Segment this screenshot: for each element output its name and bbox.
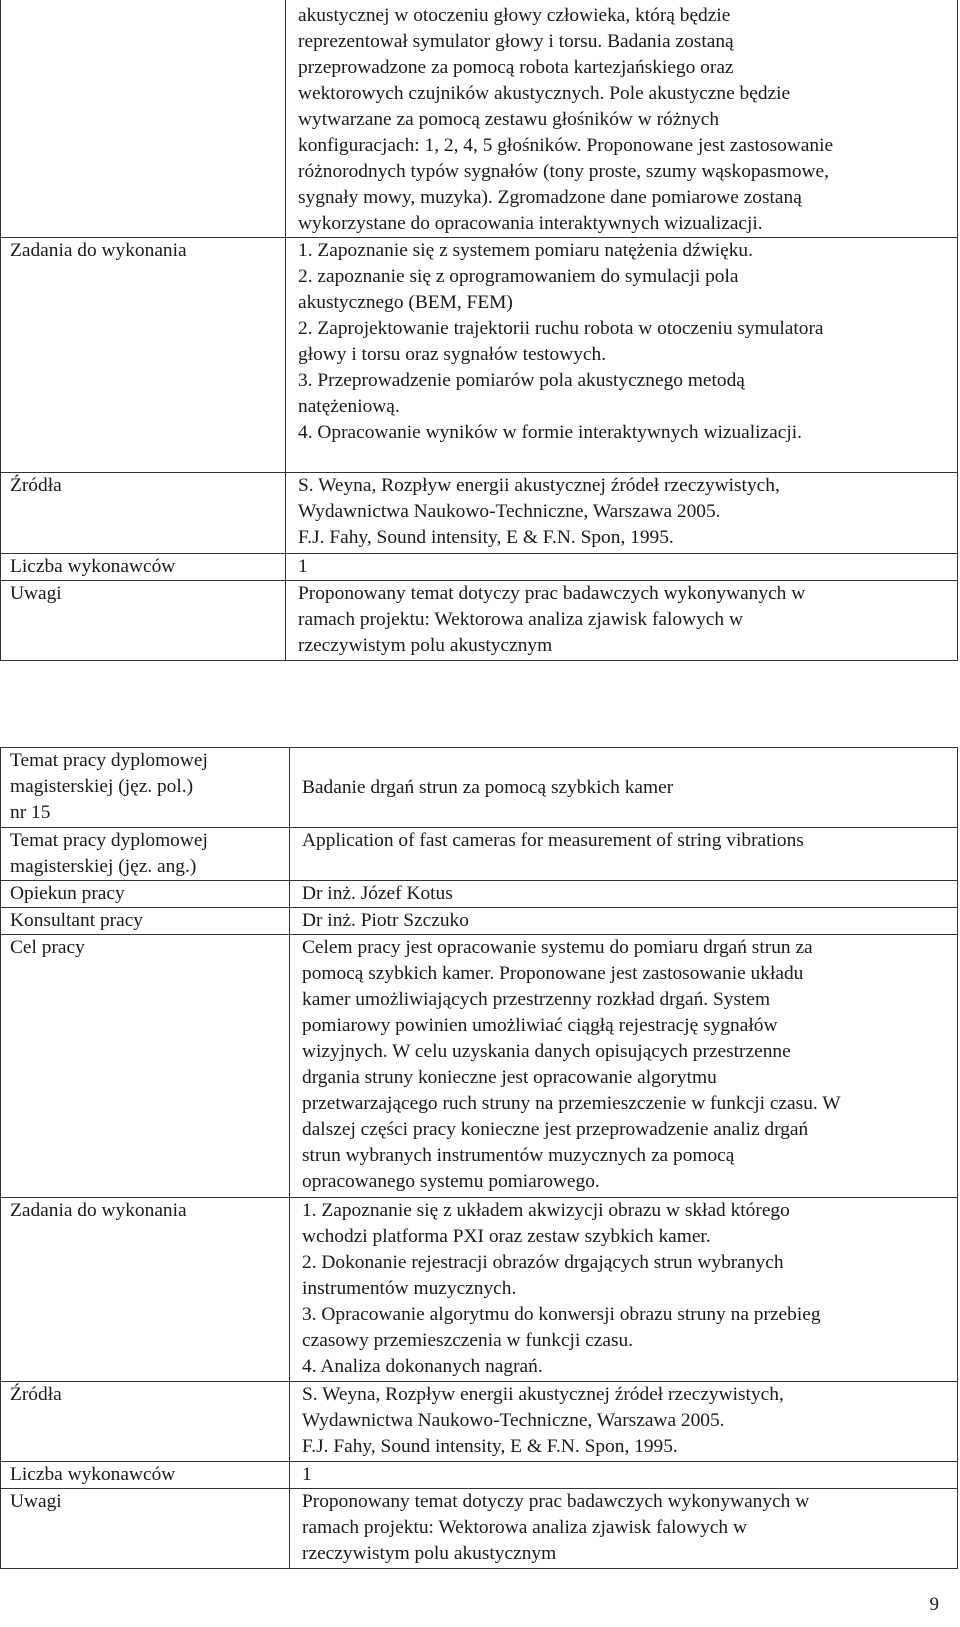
text-line: 2. Zaprojektowanie trajektorii ruchu robota w otoczeniu symulatora xyxy=(298,318,824,339)
text-line: 3. Opracowanie algorytmu do konwersji obrazu struny na przebieg xyxy=(302,1304,821,1325)
sources-row xyxy=(1,1382,958,1462)
text-line: ramach projektu: Wektorowa analiza zjawisk falowych w xyxy=(298,609,743,630)
sources-label xyxy=(1,473,286,554)
workers-label xyxy=(1,1462,290,1489)
title-en-row xyxy=(1,828,958,881)
notes-value xyxy=(286,581,958,661)
text-line: pomiarowy powinien umożliwiać ciągłą rejestrację sygnałów xyxy=(302,1015,778,1036)
title-pl-row xyxy=(1,748,958,828)
text-line: S. Weyna, Rozpływ energii akustycznej źródeł rzeczywistych, xyxy=(298,475,780,496)
text-line: opracowanego systemu pomiarowego. xyxy=(302,1171,600,1192)
title-pl-label xyxy=(1,748,290,828)
supervisor-name: Dr inż. Józef Kotus xyxy=(302,883,453,904)
notes-row xyxy=(1,581,958,661)
text-line: wytwarzane za pomocą zestawu głośników w różnych xyxy=(298,109,720,130)
text-line: różnorodnych typów sygnałów (tony proste, szumy wąskopasmowe, xyxy=(298,161,829,182)
sources-label xyxy=(1,1382,290,1462)
text-line: nr 15 xyxy=(10,802,51,823)
text-line: Proponowany temat dotyczy prac badawczych wykonywanych w xyxy=(302,1491,810,1512)
consultant-row xyxy=(1,908,958,935)
consultant-label-text: Konsultant pracy xyxy=(10,910,144,931)
thesis-table-previous xyxy=(0,0,958,661)
tasks-label xyxy=(1,1198,290,1382)
text-line: F.J. Fahy, Sound intensity, E & F.N. Spon, 1995. xyxy=(298,527,674,548)
text-line: konfiguracjach: 1, 2, 4, 5 głośników. Proponowane jest zastosowanie xyxy=(298,135,834,156)
text-line: F.J. Fahy, Sound intensity, E & F.N. Spon, 1995. xyxy=(302,1436,678,1457)
title-en-value xyxy=(290,828,958,881)
description-row xyxy=(1,0,958,238)
goal-value xyxy=(290,935,958,1198)
text-line: głowy i torsu oraz sygnałów testowych. xyxy=(298,344,607,365)
text-line: magisterskiej (jęz. pol.) xyxy=(10,776,194,797)
workers-value xyxy=(290,1462,958,1489)
text-line: akustycznego (BEM, FEM) xyxy=(298,292,513,313)
goal-label-text: Cel pracy xyxy=(10,937,85,958)
text-line: dalszej części pracy konieczne jest przeprowadzenie analiz drgań xyxy=(302,1119,809,1140)
tasks-label-text: Zadania do wykonania xyxy=(10,1200,187,1221)
text-line: strun wybranych instrumentów muzycznych za pomocą xyxy=(302,1145,735,1166)
sources-row xyxy=(1,473,958,554)
page-number: 9 xyxy=(929,1594,939,1615)
text-line: S. Weyna, Rozpływ energii akustycznej źródeł rzeczywistych, xyxy=(302,1384,784,1405)
tasks-row xyxy=(1,1198,958,1382)
supervisor-value xyxy=(290,881,958,908)
text-line: 2. zapoznanie się z oprogramowaniem do symulacji pola xyxy=(298,266,739,287)
description-value xyxy=(286,0,958,238)
text-line: 4. Opracowanie wyników w formie interaktywnych wizualizacji. xyxy=(298,422,802,443)
tasks-value xyxy=(286,238,958,473)
text-line: przetwarzającego ruch struny na przemieszczenie w funkcji czasu. W xyxy=(302,1093,841,1114)
workers-label-text: Liczba wykonawców xyxy=(10,556,176,577)
tasks-value xyxy=(290,1198,958,1382)
sources-label-text: Źródła xyxy=(10,1384,62,1405)
text-line: ramach projektu: Wektorowa analiza zjawisk falowych w xyxy=(302,1517,747,1538)
text-line: Wydawnictwa Naukowo-Techniczne, Warszawa 2005. xyxy=(298,501,721,522)
tasks-label-text: Zadania do wykonania xyxy=(10,240,187,261)
supervisor-label-text: Opiekun pracy xyxy=(10,883,125,904)
text-line: wizyjnych. W celu uzyskania danych opisujących przestrzenne xyxy=(302,1041,791,1062)
thesis-title-pl: Badanie drgań strun za pomocą szybkich kamer xyxy=(302,776,674,798)
sources-value xyxy=(290,1382,958,1462)
text-line: 1. Zapoznanie się z systemem pomiaru natężenia dźwięku. xyxy=(298,240,753,261)
text-line: instrumentów muzycznych. xyxy=(302,1278,517,1299)
notes-row xyxy=(1,1489,958,1569)
text-line: magisterskiej (jęz. ang.) xyxy=(10,856,197,877)
consultant-label xyxy=(1,908,290,935)
text-line: wektorowych czujników akustycznych. Pole akustyczne będzie xyxy=(298,83,791,104)
text-line: 4. Analiza dokonanych nagrań. xyxy=(302,1356,543,1377)
title-pl-value xyxy=(290,748,958,828)
goal-row xyxy=(1,935,958,1198)
workers-count: 1 xyxy=(302,1464,312,1485)
title-en-label xyxy=(1,828,290,881)
notes-label-text: Uwagi xyxy=(10,1491,62,1512)
text-line: wykorzystane do opracowania interaktywnych wizualizacji. xyxy=(298,213,763,234)
text-line: Wydawnictwa Naukowo-Techniczne, Warszawa 2005. xyxy=(302,1410,725,1431)
text-line: Temat pracy dyplomowej xyxy=(10,830,208,851)
text-line: Proponowany temat dotyczy prac badawczych wykonywanych w xyxy=(298,583,806,604)
text-line: 3. Przeprowadzenie pomiarów pola akustycznego metodą xyxy=(298,370,745,391)
text-line: rzeczywistym polu akustycznym xyxy=(302,1543,557,1564)
text-line: rzeczywistym polu akustycznym xyxy=(298,635,553,656)
workers-row xyxy=(1,554,958,581)
notes-label-text: Uwagi xyxy=(10,583,62,604)
workers-value xyxy=(286,554,958,581)
goal-label xyxy=(1,935,290,1198)
notes-value xyxy=(290,1489,958,1569)
notes-label xyxy=(1,581,286,661)
text-line: kamer umożliwiających przestrzenny rozkład drgań. System xyxy=(302,989,771,1010)
tasks-row xyxy=(1,238,958,473)
notes-label xyxy=(1,1489,290,1569)
text-line: Celem pracy jest opracowanie systemu do pomiaru drgań strun za xyxy=(302,937,813,958)
text-line: 1. Zapoznanie się z układem akwizycji obrazu w skład którego xyxy=(302,1200,790,1221)
text-line: akustycznej w otoczeniu głowy człowieka, którą będzie xyxy=(298,5,731,26)
consultant-name: Dr inż. Piotr Szczuko xyxy=(302,910,469,931)
workers-count: 1 xyxy=(298,556,308,577)
text-line: czasowy przemieszczenia w funkcji czasu. xyxy=(302,1330,634,1351)
supervisor-row xyxy=(1,881,958,908)
sources-value xyxy=(286,473,958,554)
workers-label xyxy=(1,554,286,581)
sources-label-text: Źródła xyxy=(10,475,62,496)
text-line: pomocą szybkich kamer. Proponowane jest zastosowanie układu xyxy=(302,963,804,984)
text-line: przeprowadzone za pomocą robota kartezjańskiego oraz xyxy=(298,57,734,78)
description-label-cell xyxy=(1,0,286,238)
thesis-title-en: Application of fast cameras for measurement of string vibrations xyxy=(302,830,804,851)
text-line: sygnały mowy, muzyka). Zgromadzone dane pomiarowe zostaną xyxy=(298,187,802,208)
supervisor-label xyxy=(1,881,290,908)
text-line: 2. Dokonanie rejestracji obrazów drgających strun wybranych xyxy=(302,1252,784,1273)
text-line: natężeniową. xyxy=(298,396,400,417)
text-line: wchodzi platforma PXI oraz zestaw szybkich kamer. xyxy=(302,1226,711,1247)
text-line: Temat pracy dyplomowej xyxy=(10,750,208,771)
workers-row xyxy=(1,1462,958,1489)
tasks-label xyxy=(1,238,286,473)
consultant-value xyxy=(290,908,958,935)
text-line: reprezentował symulator głowy i torsu. Badania zostaną xyxy=(298,31,734,52)
workers-label-text: Liczba wykonawców xyxy=(10,1464,176,1485)
text-line: drgania struny konieczne jest opracowanie algorytmu xyxy=(302,1067,717,1088)
thesis-table-15 xyxy=(0,747,958,1569)
